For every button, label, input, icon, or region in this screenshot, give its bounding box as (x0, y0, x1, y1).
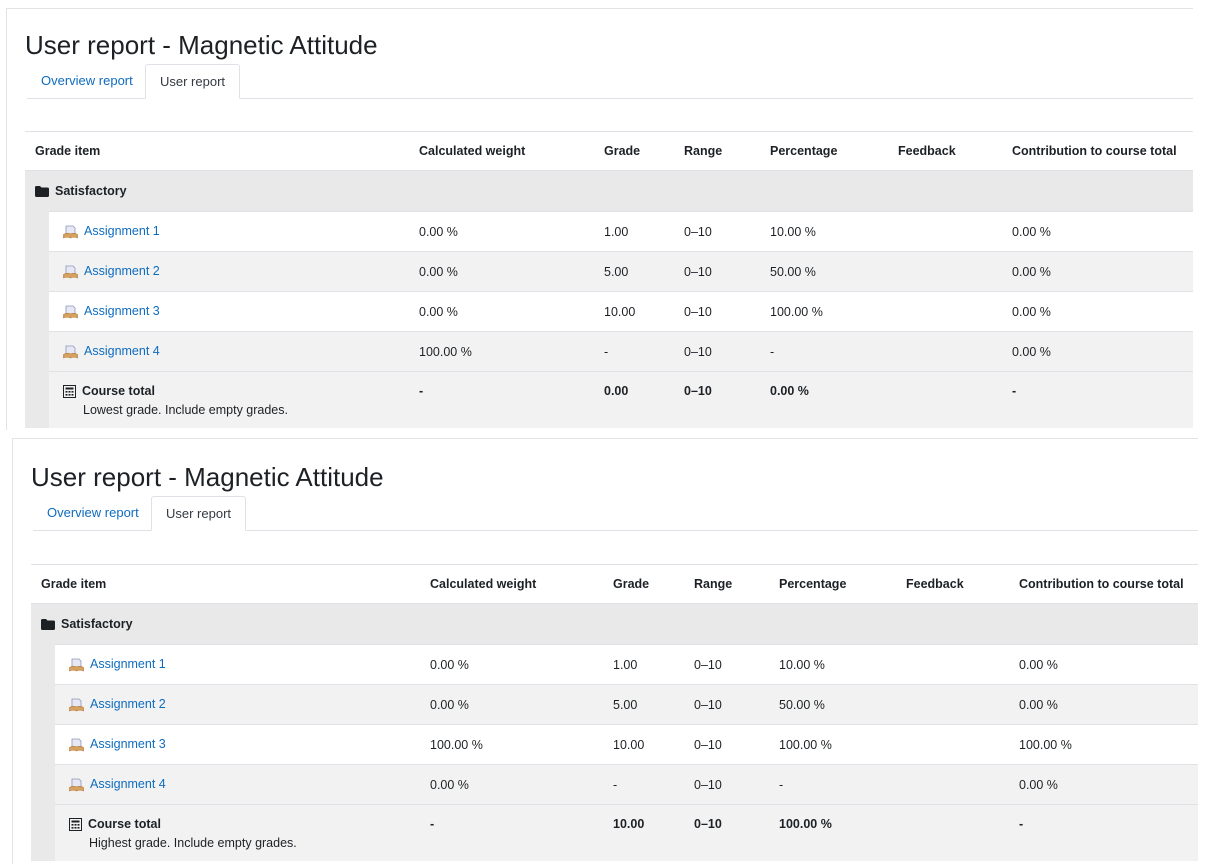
assignment-link[interactable]: Assignment 3 (84, 304, 160, 319)
column-header-grade-item: Grade item (31, 565, 420, 604)
calculated-weight-cell: 0.00 % (420, 765, 603, 805)
table-row (25, 212, 1193, 252)
assignment-icon (69, 698, 84, 712)
range-cell: 0–10 (674, 332, 760, 372)
range-cell: 0–10 (684, 765, 769, 805)
range-cell: 0–10 (674, 292, 760, 332)
column-header-percentage: Percentage (769, 565, 896, 604)
assignment-icon (69, 778, 84, 792)
grade-cell: 1.00 (603, 645, 684, 685)
range-cell: 0–10 (684, 725, 769, 765)
calculator-icon (63, 385, 76, 398)
grade-item-cell (55, 645, 420, 685)
category-row (25, 171, 1193, 212)
grade-cell: 1.00 (594, 212, 674, 252)
assignment-link[interactable]: Assignment 1 (90, 657, 166, 672)
feedback-cell (896, 765, 1009, 805)
course-total-label: Course total (82, 384, 155, 398)
page-title: User report - Magnetic Attitude (25, 30, 378, 60)
percentage-cell: 100.00 % (769, 805, 896, 862)
contribution-cell: - (1009, 805, 1198, 862)
grade-cell: 0.00 (594, 372, 674, 429)
row-indent (31, 765, 55, 805)
tab-user-report[interactable]: User report (151, 496, 246, 531)
table-row (31, 725, 1198, 765)
calculated-weight-cell: 0.00 % (420, 645, 603, 685)
report-tabs (33, 496, 1198, 531)
column-header-grade: Grade (603, 565, 684, 604)
feedback-cell (896, 685, 1009, 725)
table-row (25, 292, 1193, 332)
percentage-cell: 50.00 % (760, 252, 888, 292)
percentage-cell: - (769, 765, 896, 805)
column-header-percentage: Percentage (760, 132, 888, 171)
grade-cell: 5.00 (603, 685, 684, 725)
contribution-cell: 0.00 % (1002, 212, 1193, 252)
grade-cell: - (594, 332, 674, 372)
row-indent (31, 685, 55, 725)
range-cell: 0–10 (674, 372, 760, 429)
assignment-link[interactable]: Assignment 4 (90, 777, 166, 792)
feedback-cell (888, 332, 1002, 372)
assignment-icon (63, 345, 78, 359)
contribution-cell: 0.00 % (1009, 645, 1198, 685)
tab-overview-report[interactable]: Overview report (47, 505, 139, 520)
percentage-cell: 0.00 % (760, 372, 888, 429)
contribution-cell: 100.00 % (1009, 725, 1198, 765)
course-total-row (31, 805, 1198, 862)
column-header-calculated-weight: Calculated weight (420, 565, 603, 604)
feedback-cell (888, 372, 1002, 429)
category-cell (25, 171, 1193, 212)
folder-icon (41, 619, 55, 630)
assignment-link[interactable]: Assignment 1 (84, 224, 160, 239)
course-total-cell (49, 372, 409, 429)
contribution-cell: 0.00 % (1009, 765, 1198, 805)
page-title: User report - Magnetic Attitude (31, 462, 384, 492)
feedback-cell (888, 252, 1002, 292)
calculated-weight-cell: 0.00 % (420, 685, 603, 725)
calculated-weight-cell: 0.00 % (409, 212, 594, 252)
assignment-icon (69, 738, 84, 752)
grade-cell: 5.00 (594, 252, 674, 292)
grade-item-cell (49, 212, 409, 252)
row-indent (25, 252, 49, 292)
row-indent (31, 805, 55, 862)
course-total-cell (55, 805, 420, 862)
column-header-range: Range (684, 565, 769, 604)
assignment-link[interactable]: Assignment 4 (84, 344, 160, 359)
feedback-cell (896, 725, 1009, 765)
contribution-cell: - (1002, 372, 1193, 429)
course-total-row (25, 372, 1193, 429)
range-cell: 0–10 (674, 252, 760, 292)
column-header-feedback: Feedback (888, 132, 1002, 171)
range-cell: 0–10 (684, 645, 769, 685)
grade-item-cell (49, 292, 409, 332)
contribution-cell: 0.00 % (1009, 685, 1198, 725)
tab-user-report[interactable]: User report (145, 64, 240, 99)
percentage-cell: 100.00 % (769, 725, 896, 765)
percentage-cell: 50.00 % (769, 685, 896, 725)
contribution-cell: 0.00 % (1002, 292, 1193, 332)
calculated-weight-cell: 0.00 % (409, 252, 594, 292)
grade-item-cell (49, 252, 409, 292)
category-cell (31, 604, 1198, 645)
column-header-feedback: Feedback (896, 565, 1009, 604)
tab-overview-report[interactable]: Overview report (41, 73, 133, 88)
table-row (31, 685, 1198, 725)
assignment-icon (63, 305, 78, 319)
table-header-row (31, 565, 1198, 604)
grade-item-cell (55, 685, 420, 725)
row-indent (25, 212, 49, 252)
percentage-cell: 10.00 % (760, 212, 888, 252)
row-indent (25, 292, 49, 332)
column-header-calculated-weight: Calculated weight (409, 132, 594, 171)
row-indent (25, 372, 49, 429)
assignment-link[interactable]: Assignment 2 (90, 697, 166, 712)
column-header-contribution: Contribution to course total (1009, 565, 1198, 604)
assignment-link[interactable]: Assignment 3 (90, 737, 166, 752)
percentage-cell: 10.00 % (769, 645, 896, 685)
calculated-weight-cell: 100.00 % (409, 332, 594, 372)
grade-cell: 10.00 (603, 725, 684, 765)
assignment-link[interactable]: Assignment 2 (84, 264, 160, 279)
row-indent (31, 725, 55, 765)
feedback-cell (896, 645, 1009, 685)
grade-cell: 10.00 (603, 805, 684, 862)
grade-item-cell (55, 765, 420, 805)
column-header-grade: Grade (594, 132, 674, 171)
column-header-grade-item: Grade item (25, 132, 409, 171)
assignment-icon (63, 225, 78, 239)
percentage-cell: 100.00 % (760, 292, 888, 332)
assignment-icon (63, 265, 78, 279)
table-row (31, 765, 1198, 805)
calculated-weight-cell: - (409, 372, 594, 429)
user-grade-table (31, 564, 1198, 861)
folder-icon (35, 186, 49, 197)
table-row (25, 252, 1193, 292)
percentage-cell: - (760, 332, 888, 372)
category-name: Satisfactory (55, 184, 127, 198)
user-report-panel-2 (12, 438, 1198, 864)
user-grade-table (25, 131, 1193, 428)
category-row (31, 604, 1198, 645)
feedback-cell (888, 212, 1002, 252)
feedback-cell (896, 805, 1009, 862)
aggregation-description: Lowest grade. Include empty grades. (83, 403, 288, 418)
user-report-panel-1 (6, 8, 1193, 430)
column-header-contribution: Contribution to course total (1002, 132, 1193, 171)
contribution-cell: 0.00 % (1002, 332, 1193, 372)
range-cell: 0–10 (674, 212, 760, 252)
grade-item-cell (55, 725, 420, 765)
range-cell: 0–10 (684, 805, 769, 862)
table-row (31, 645, 1198, 685)
calculated-weight-cell: - (420, 805, 603, 862)
report-tabs (27, 64, 1193, 99)
range-cell: 0–10 (684, 685, 769, 725)
row-indent (25, 332, 49, 372)
grade-cell: 10.00 (594, 292, 674, 332)
table-row (25, 332, 1193, 372)
column-header-range: Range (674, 132, 760, 171)
assignment-icon (69, 658, 84, 672)
category-name: Satisfactory (61, 617, 133, 631)
aggregation-description: Highest grade. Include empty grades. (89, 836, 297, 851)
calculated-weight-cell: 100.00 % (420, 725, 603, 765)
calculated-weight-cell: 0.00 % (409, 292, 594, 332)
course-total-label: Course total (88, 817, 161, 831)
contribution-cell: 0.00 % (1002, 252, 1193, 292)
table-header-row (25, 132, 1193, 171)
row-indent (31, 645, 55, 685)
calculator-icon (69, 818, 82, 831)
grade-item-cell (49, 332, 409, 372)
feedback-cell (888, 292, 1002, 332)
grade-cell: - (603, 765, 684, 805)
